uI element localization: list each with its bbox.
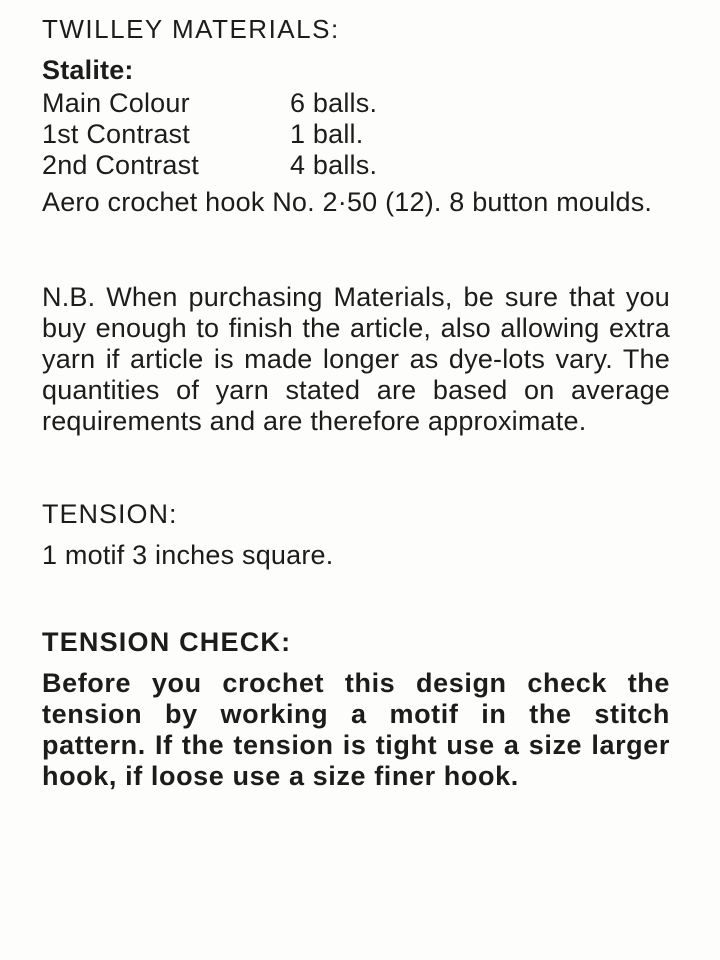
materials-heading: TWILLEY MATERIALS: bbox=[42, 14, 340, 44]
material-name: 1st Contrast bbox=[42, 119, 190, 149]
material-qty: 6 balls. bbox=[290, 88, 378, 118]
yarn-name: Stalite: bbox=[42, 55, 134, 85]
nb-note: N.B. When purchasing Materials, be sure that you buy enough to finish the article, also allowing extra yarn if article is made longer as dye-lots vary. The quantities of yarn stated are based on average requirements and are therefore approximate. bbox=[42, 282, 670, 436]
material-row bbox=[42, 150, 670, 181]
material-row bbox=[42, 88, 670, 119]
tension-check-heading: TENSION CHECK: bbox=[42, 627, 292, 657]
tension-heading: TENSION: bbox=[42, 499, 178, 529]
material-name: Main Colour bbox=[42, 88, 190, 118]
pattern-page bbox=[42, 14, 670, 792]
material-row bbox=[42, 119, 670, 150]
material-qty: 4 balls. bbox=[290, 150, 378, 180]
material-qty: 1 ball. bbox=[290, 119, 364, 149]
tension-check-text: Before you crochet this design check the tension by working a motif in the stitch pattern. If the tension is tight use a size larger hook, if loose use a size finer hook. bbox=[42, 668, 670, 791]
tension-text: 1 motif 3 inches square. bbox=[42, 540, 334, 570]
material-name: 2nd Contrast bbox=[42, 150, 199, 180]
hook-note: Aero crochet hook No. 2·50 (12). 8 button moulds. bbox=[42, 187, 653, 217]
materials-list bbox=[42, 88, 670, 181]
